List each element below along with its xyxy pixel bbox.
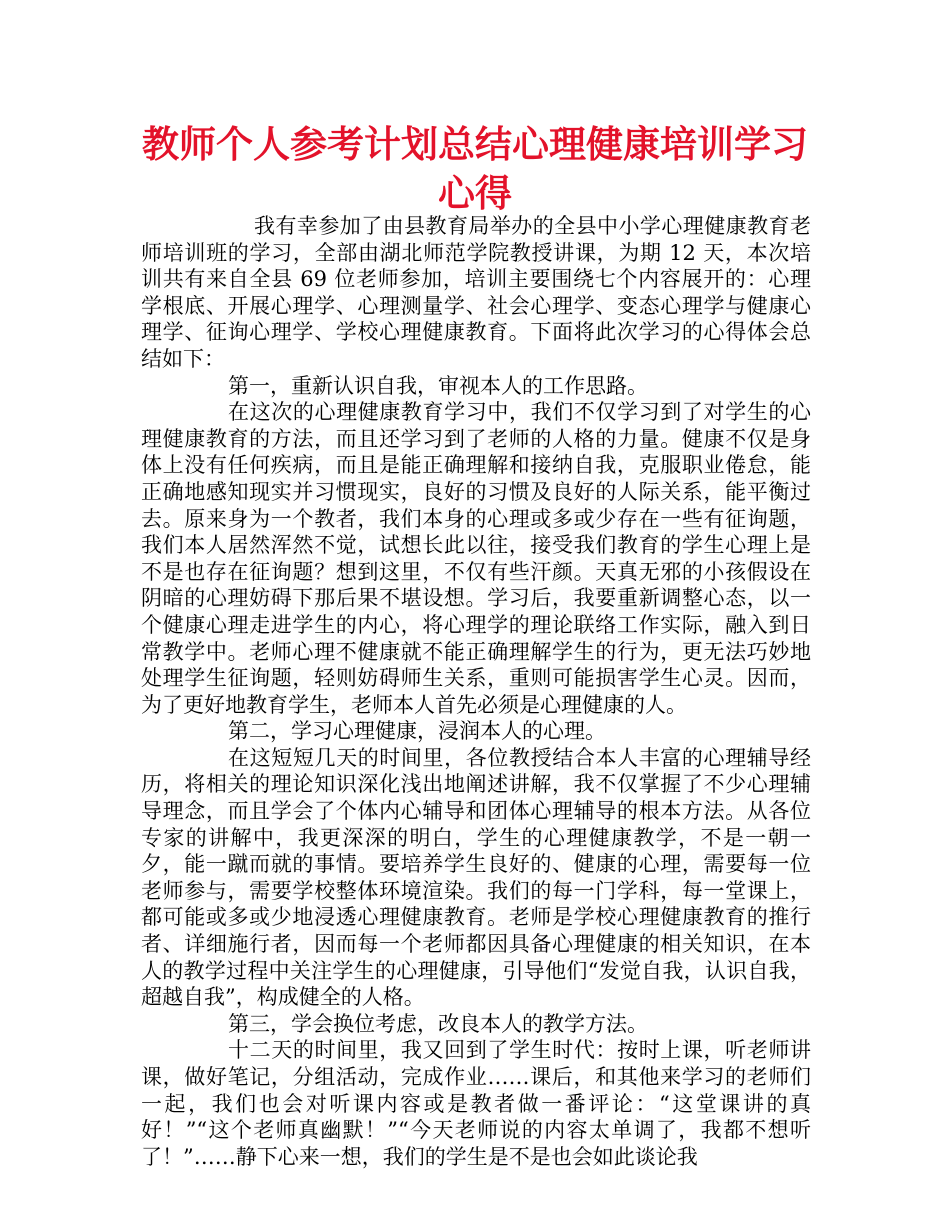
section-3-paragraph: 十二天的时间里，我又回到了学生时代：按时上课，听老师讲课，做好笔记，分组活动，完成作业……课后，和其他来学习的老师们一起，我们也会对听课内容或是教者做一番评论：“这堂课讲的真好！”“这个老师真幽默！”“今天老师说的内容太单调了，我都不想听了！”……静下心来一想，我们的学生是不是也会如此谈论我 (141, 1038, 811, 1169)
section-heading-2: 第二，学习心理健康，浸润本人的心理。 (228, 719, 606, 744)
section-1-paragraph: 在这次的心理健康教育学习中，我们不仅学习到了对学生的心理健康教育的方法，而且还学习到了老师的人格的力量。健康不仅是身体上没有任何疾病，而且是能正确理解和接纳自我，克服职业倦怠，能正确地感知现实并习惯现实，良好的习惯及良好的人际关系，能平衡过去。原来身为一个教者，我们本身的心理或多或少存在一些有征询题，我们本人居然浑然不觉，试想长此以往，接受我们教育的学生心理上是不是也存在征询题？想到这里，不仅有些汗颜。天真无邪的小孩假设在阴暗的心理妨碍下那后果不堪设想。学习后，我要重新调整心态，以一个健康心理走进学生的内心，将心理学的理论联络工作实际，融入到日常教学中。老师心理不健康就不能正确理解学生的行为，更无法巧妙地处理学生征询题，轻则妨碍师生关系，重则可能损害学生心灵。因而，为了更好地教育学生，老师本人首先必须是心理健康的人。 (141, 400, 811, 717)
document-title (140, 120, 810, 218)
title-line-1: 教师个人参考计划总结心理健康培训学习 (142, 123, 808, 166)
document-body (141, 213, 811, 1170)
section-heading-3: 第三，学会换位考虑，改良本人的教学方法。 (228, 1011, 648, 1036)
section-heading-1: 第一，重新认识自我，审视本人的工作思路。 (228, 373, 648, 398)
section-2-paragraph: 在这短短几天的时间里，各位教授结合本人丰富的心理辅导经历，将相关的理论知识深化浅出地阐述讲解，我不仅掌握了不少心理辅导理念，而且学会了个体内心辅导和团体心理辅导的根本方法。从各位专家的讲解中，我更深深的明白，学生的心理健康教学，不是一朝一夕，能一蹴而就的事情。要培养学生良好的、健康的心理，需要每一位老师参与，需要学校整体环境渲染。我们的每一门学科，每一堂课上，都可能或多或少地浸透心理健康教育。老师是学校心理健康教育的推行者、详细施行者，因而每一个老师都因具备心理健康的相关知识，在本人的教学过程中关注学生的心理健康，引导他们“发觉自我，认识自我，超越自我”，构成健全的人格。 (141, 745, 811, 1010)
title-line-2: 心得 (438, 172, 512, 215)
intro-paragraph: 我有幸参加了由县教育局举办的全县中小学心理健康教育老师培训班的学习，全部由湖北师范学院教授讲课，为期 12 天，本次培训共有来自全县 69 位老师参加，培训主要围绕七个内容展开的：心理学根底、开展心理学、心理测量学、社会心理学、变态心理学与健康心理学、征询心理学、学校心理健康教育。下面将此次学习的心得体会总结如下： (141, 214, 811, 371)
